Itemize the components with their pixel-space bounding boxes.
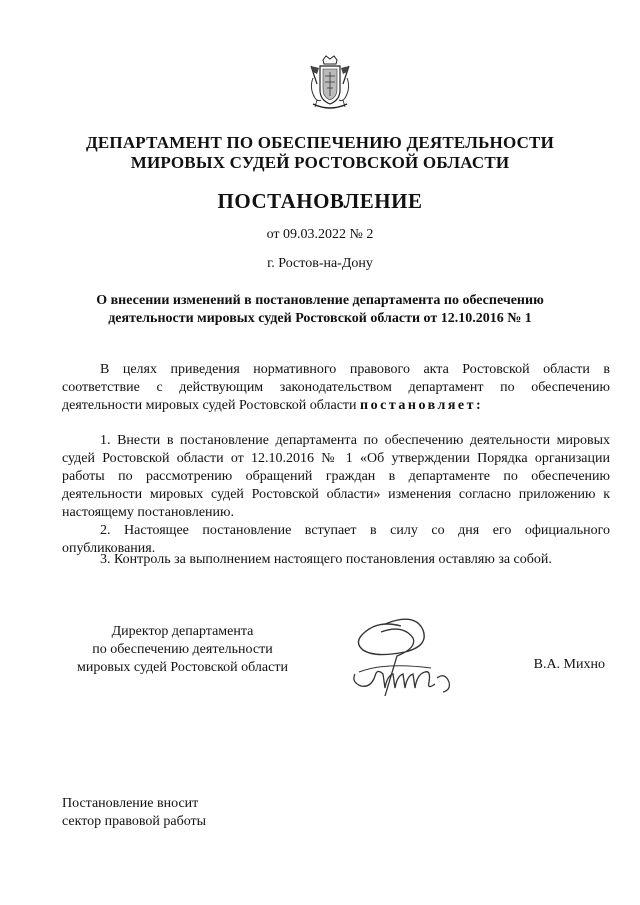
document-type-title: ПОСТАНОВЛЕНИЕ: [217, 189, 423, 213]
department-name-line-2: МИРОВЫХ СУДЕЙ РОСТОВСКОЙ ОБЛАСТИ: [130, 153, 510, 172]
signer-position: [60, 623, 305, 677]
subject-line-2: деятельности мировых судей Ростовской области от 12.10.2016 № 1: [108, 311, 532, 326]
department-name-line-1: ДЕПАРТАМЕНТ ПО ОБЕСПЕЧЕНИЮ ДЕЯТЕЛЬНОСТИ: [85, 133, 555, 152]
item-1-paragraph: 1. Внести в постановление департамента по обеспечению деятельности мировых судей Ростовской области от 12.10.2016 № 1 «Об утверждении Порядка организации работы по рассмотрению обращений граждан в департаменте по обеспечению деятельности мировых судей Ростовской области» изменения согласно приложению к настоящему постановлению.: [62, 433, 610, 520]
signer-position-line-1: Директор департамента: [111, 624, 254, 639]
item-3-paragraph: 3. Контроль за выполнением настоящего постановления оставляю за собой.: [100, 552, 552, 567]
document-subject: [70, 292, 570, 328]
footer-line-1: Постановление вносит: [62, 796, 199, 811]
signer-name: В.А. Михно: [533, 657, 605, 672]
signer-position-line-2: по обеспечению деятельности: [92, 642, 273, 657]
signer-position-line-3: мировых судей Ростовской области: [77, 660, 288, 675]
item-2-paragraph: 2. Настоящее постановление вступает в силу со дня его официального опубликования.: [62, 523, 610, 556]
coat-of-arms-icon: [307, 54, 353, 112]
handwritten-signature-icon: [345, 612, 465, 702]
submitted-by-note: [62, 795, 282, 831]
subject-line-1: О внесении изменений в постановление департамента по обеспечению: [96, 293, 544, 308]
document-city: г. Ростов-на-Дону: [267, 256, 373, 271]
preamble-decision-word: постановляет:: [360, 398, 484, 413]
document-date-number: от 09.03.2022 № 2: [266, 227, 374, 242]
preamble-paragraph: [62, 361, 610, 415]
preamble-text: В целях приведения нормативного правового акта Ростовской области в соответствие с действующим законодательством департамент по обеспечению деятельности мировых судей Ростовской области: [62, 362, 610, 413]
footer-line-2: сектор правовой работы: [62, 814, 207, 829]
